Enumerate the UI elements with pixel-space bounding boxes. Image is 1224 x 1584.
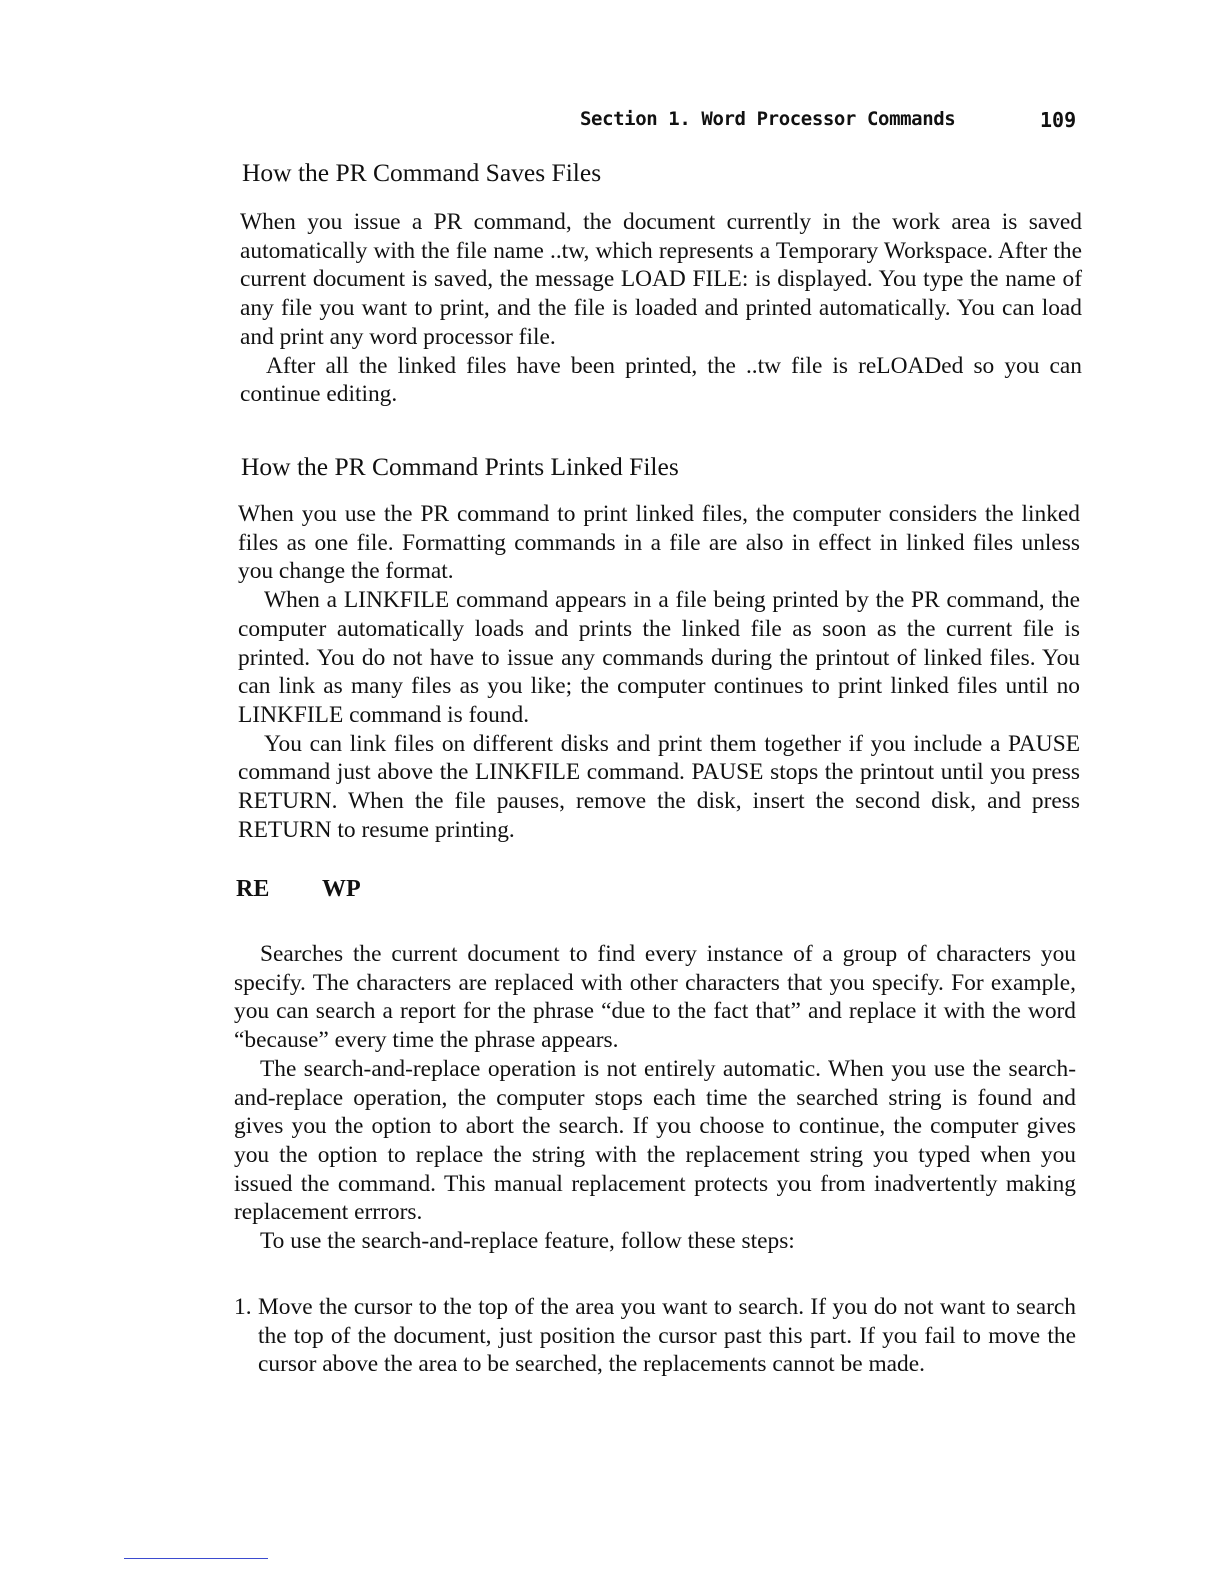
running-head: Section 1. Word Processor Commands bbox=[580, 108, 956, 130]
page-number: 109 bbox=[1040, 108, 1077, 132]
section-body-re bbox=[234, 940, 1076, 1256]
paragraph: When you issue a PR command, the document currently in the work area is saved automatically with the file name ..tw, which represents a Temporary Workspace. After the current document is saved, the message LOAD FILE: is displayed. You type the name of any file you want to print, and the file is loaded and printed automatically. You can load and print any word processor file. bbox=[240, 209, 1082, 350]
paragraph: To use the search-and-replace feature, follow these steps: bbox=[260, 1228, 795, 1255]
paragraph: After all the linked files have been printed, the ..tw file is reLOADed so you can continue editing. bbox=[240, 352, 1082, 408]
section-body-linked bbox=[238, 500, 1080, 844]
section-heading-linked: How the PR Command Prints Linked Files bbox=[241, 452, 679, 481]
section-body-saves bbox=[240, 208, 1082, 409]
paragraph: You can link files on different disks and print them together if you include a PAUSE command just above the LINKFILE command. PAUSE stops the printout until you press RETURN. When the file pauses, remove the disk, insert the second disk, and press RETURN to resume printing. bbox=[238, 730, 1080, 843]
paragraph: When you use the PR command to print linked files, the computer considers the linked files as one file. Formatting commands in a file are also in effect in linked files unless you change the format. bbox=[238, 501, 1080, 585]
command-entry-header bbox=[236, 876, 361, 903]
list-item bbox=[234, 1293, 1076, 1379]
command-mode: WP bbox=[322, 876, 361, 902]
section-heading-saves: How the PR Command Saves Files bbox=[242, 158, 602, 187]
list-marker: 1. bbox=[234, 1294, 252, 1320]
command-name: RE bbox=[236, 876, 270, 902]
list-item-text: Move the cursor to the top of the area you want to search. If you do not want to search the top of the document, just position the cursor past this part. If you fail to move the cursor above the area to be searched, the replacements cannot be made. bbox=[258, 1294, 1076, 1378]
paragraph: Searches the current document to find every instance of a group of characters you specify. The characters are replaced with other characters that you specify. For example, you can search a report for the phrase “due to the fact that” and replace it with the word “because” every time the phrase appears. bbox=[234, 941, 1076, 1054]
footer-rule bbox=[124, 1558, 268, 1559]
paragraph: The search-and-replace operation is not entirely automatic. When you use the search-and-replace operation, the computer stops each time the searched string is found and gives you the option to abort the search. If you choose to continue, the computer gives you the option to replace the string with the replacement string you typed when you issued the command. This manual replacement protects you from inadvertently making replacement errrors. bbox=[234, 1055, 1076, 1226]
paragraph: When a LINKFILE command appears in a file being printed by the PR command, the computer automatically loads and prints the linked file as soon as the current file is printed. You do not have to issue any commands during the printout of linked files. You can link as many files as you like; the computer continues to print linked files until no LINKFILE command is found. bbox=[238, 587, 1080, 728]
